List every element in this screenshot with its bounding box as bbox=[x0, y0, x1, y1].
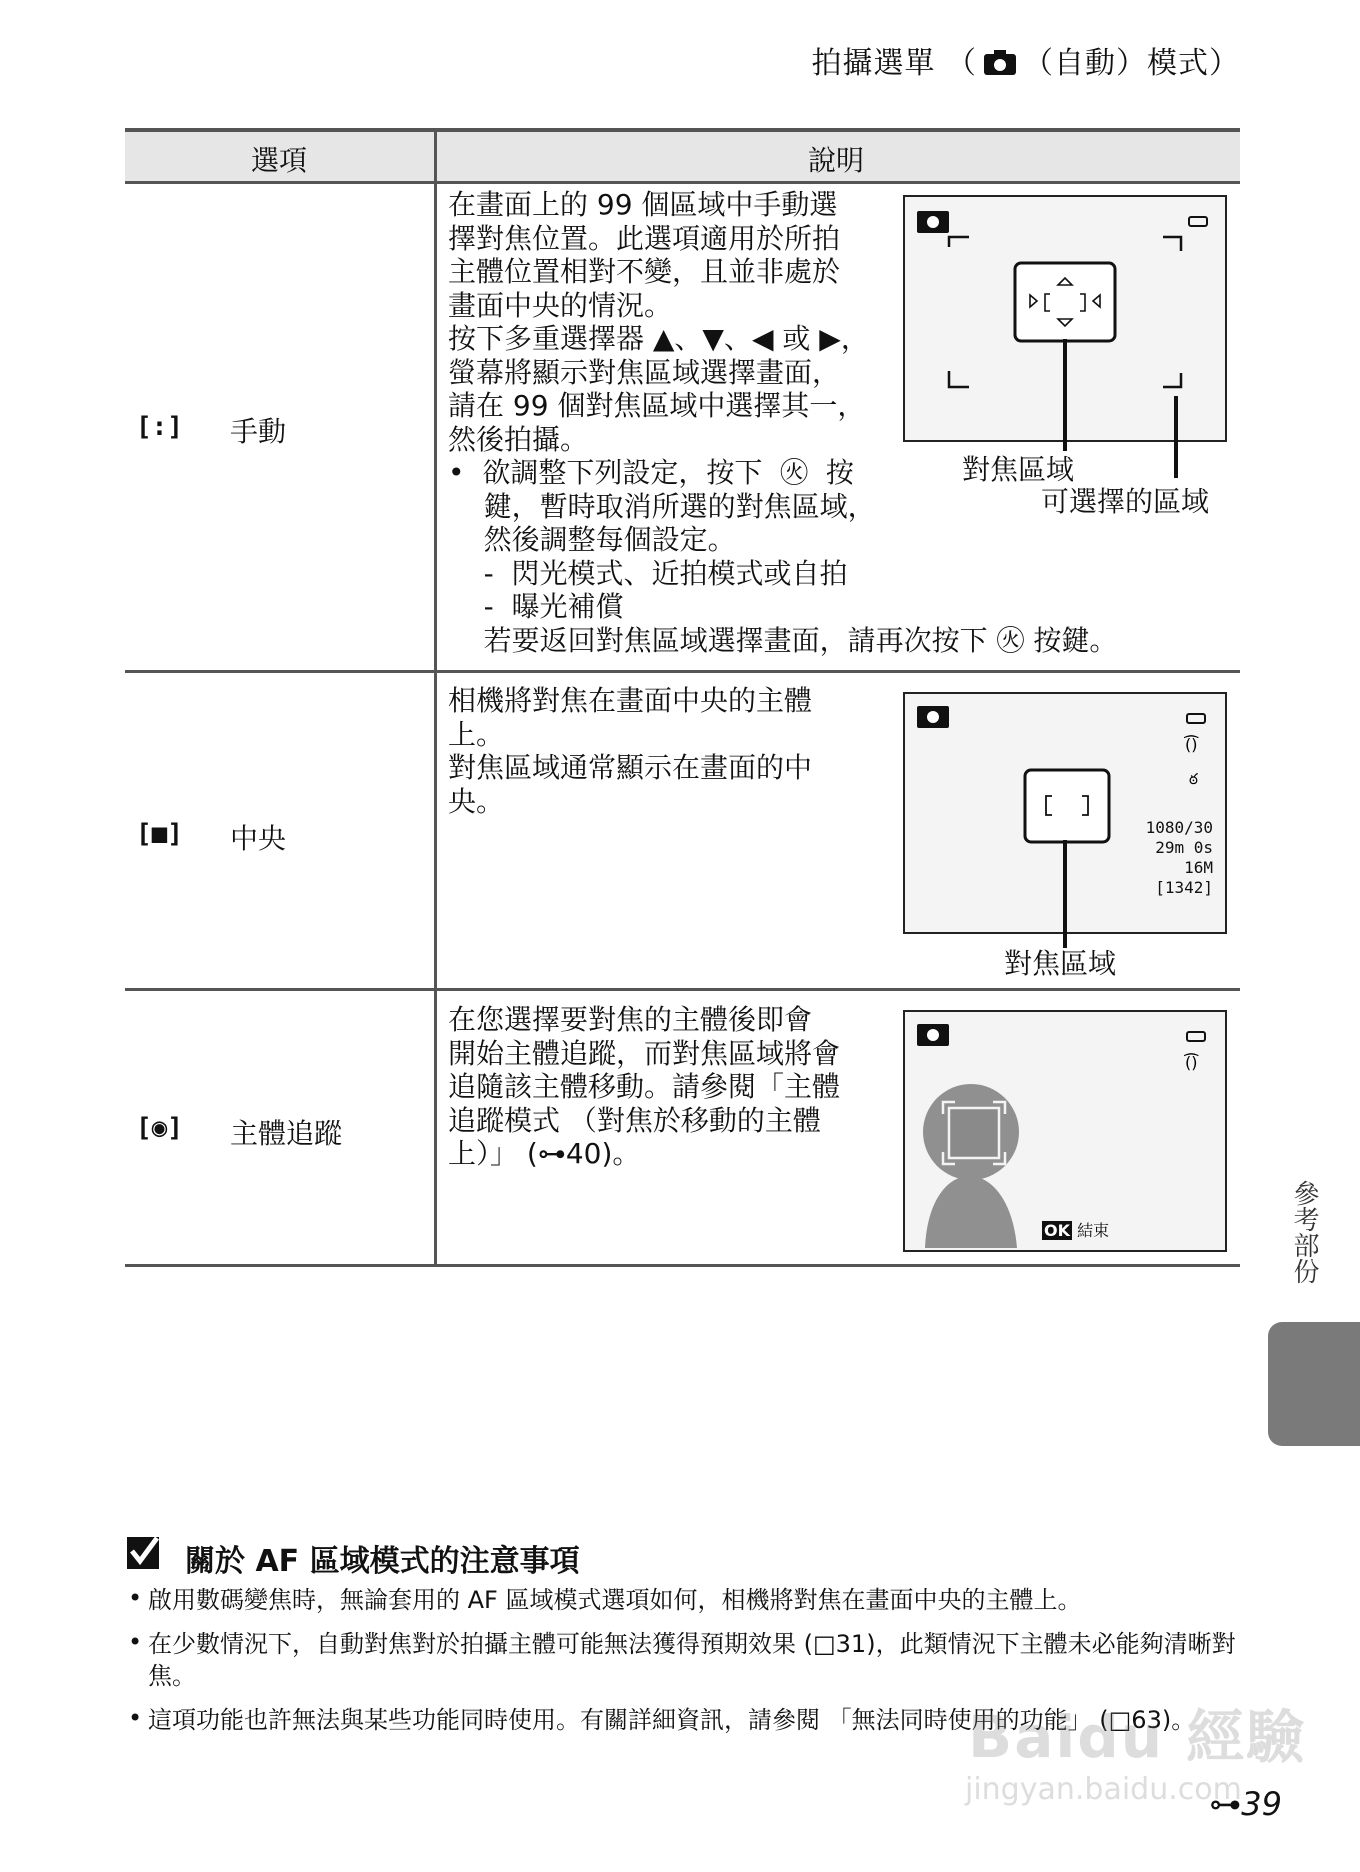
bullet: • bbox=[128, 1704, 143, 1732]
column-header-option: 選項 bbox=[251, 144, 308, 177]
shots-remaining: [1342] bbox=[1155, 878, 1213, 897]
option-label-manual: 手動 bbox=[230, 415, 287, 448]
header-title-pre: 拍攝選單 （ bbox=[811, 46, 977, 81]
callout-focus-area: 對焦區域 bbox=[962, 453, 1075, 486]
table-bottom-rule bbox=[125, 1264, 1240, 1267]
remaining-time: 29m 0s bbox=[1155, 838, 1213, 857]
description-manual: 在畫面上的 99 個區域中手動選 擇對焦位置。此選項適用於所拍 主體位置相對不變，且並非處於 畫面中央的情況。 按下多重選擇器 ▲、▼、◀ 或 ▶， 螢幕將顯示對焦區域選擇畫面， 請在 99 個對焦區域中選擇其一， 然後拍攝。 • 欲調整下列設定，按下 ㊋ 按 鍵，暫時取消所選的對焦區域， 然後調整每個設定。 - 閃光模式、近拍模式或自拍 - 曝光補償 若要返回對焦區域選擇畫面，請再次按下 ㊋ 按鍵。 bbox=[448, 188, 1118, 657]
table-top-rule bbox=[125, 128, 1240, 132]
option-label-center: 中央 bbox=[230, 822, 287, 855]
battery-icon bbox=[1187, 1032, 1205, 1041]
table-header-rule bbox=[125, 181, 1240, 184]
side-section-label: 參考部份 bbox=[1289, 1180, 1319, 1284]
battery-icon bbox=[1189, 217, 1207, 226]
page-number: ⊶39 bbox=[1209, 1785, 1282, 1823]
image-size: 16M bbox=[1184, 858, 1213, 877]
column-divider bbox=[434, 130, 437, 1266]
checkmark-icon bbox=[126, 1536, 160, 1570]
note-item: 這項功能也許無法與某些功能同時使用。有關詳細資訊，請參閱 「無法同時使用的功能」 (□63)。 bbox=[148, 1706, 1196, 1734]
callout-line bbox=[1174, 396, 1178, 478]
screen-info bbox=[1146, 818, 1213, 898]
svg-text:ఠ: ఠ bbox=[1189, 770, 1198, 788]
subject-tracking-icon: [◉] bbox=[136, 1113, 183, 1143]
camera-icon bbox=[917, 211, 949, 233]
bullet: • bbox=[128, 1584, 143, 1612]
page-header bbox=[811, 38, 1240, 82]
watermark-logo: Baidu 經驗 bbox=[968, 1703, 1307, 1771]
camera-icon bbox=[917, 706, 949, 728]
end-label: 結束 bbox=[1077, 1221, 1110, 1240]
battery-icon bbox=[1187, 714, 1205, 723]
vr-icon bbox=[1183, 734, 1199, 754]
manual-af-icon: [:] bbox=[136, 412, 183, 442]
callout-selectable-area: 可選擇的區域 bbox=[1041, 485, 1210, 518]
row-divider bbox=[125, 988, 1240, 991]
note-title: 關於 AF 區域模式的注意事項 bbox=[185, 1544, 580, 1579]
watermark-url: jingyan.baidu.com bbox=[965, 1772, 1242, 1807]
callout-line bbox=[1063, 339, 1067, 451]
ok-end-hint bbox=[1042, 1218, 1109, 1241]
header-title-post: （自動）模式） bbox=[1023, 46, 1240, 81]
center-af-icon: [■] bbox=[136, 819, 183, 849]
camera-icon bbox=[917, 1024, 949, 1046]
row-divider bbox=[125, 670, 1240, 673]
callout-focus-area: 對焦區域 bbox=[1004, 947, 1117, 980]
vr-icon bbox=[1183, 1052, 1199, 1072]
movie-size: 1080/30 bbox=[1145, 818, 1213, 837]
description-center: 相機將對焦在畫面中央的主體 上。 對焦區域通常顯示在畫面的中 央。 bbox=[448, 684, 813, 818]
camera-icon bbox=[983, 49, 1017, 75]
bullet: • bbox=[128, 1628, 143, 1656]
camera-screen-tracking bbox=[903, 1010, 1227, 1252]
option-label-subject-tracking: 主體追蹤 bbox=[230, 1117, 343, 1150]
column-header-description: 說明 bbox=[808, 144, 865, 177]
callout-line bbox=[1063, 840, 1067, 948]
svg-text:(͡͡): (͡͡) bbox=[1185, 1053, 1198, 1072]
svg-text:(͡͡): (͡͡) bbox=[1185, 735, 1198, 754]
note-item: 啟用數碼變焦時，無論套用的 AF 區域模式選項如何，相機將對焦在畫面中央的主體上。 bbox=[148, 1586, 1082, 1614]
note-item: 在少數情況下，自動對焦對於拍攝主體可能無法獲得預期效果 (□31)，此類情況下主體未必能夠清晰對焦。 bbox=[148, 1630, 1236, 1690]
side-tab[interactable] bbox=[1268, 1322, 1360, 1446]
subject-silhouette bbox=[925, 1176, 1017, 1248]
ok-button-icon: OK bbox=[1044, 1221, 1070, 1240]
motion-icon bbox=[1189, 770, 1198, 788]
description-subject-tracking: 在您選擇要對焦的主體後即會 開始主體追蹤，而對焦區域將會 追隨該主體移動。請參閱「主體 追蹤模式 （對焦於移動的主體 上）」 (⊶40)。 bbox=[448, 1003, 841, 1170]
